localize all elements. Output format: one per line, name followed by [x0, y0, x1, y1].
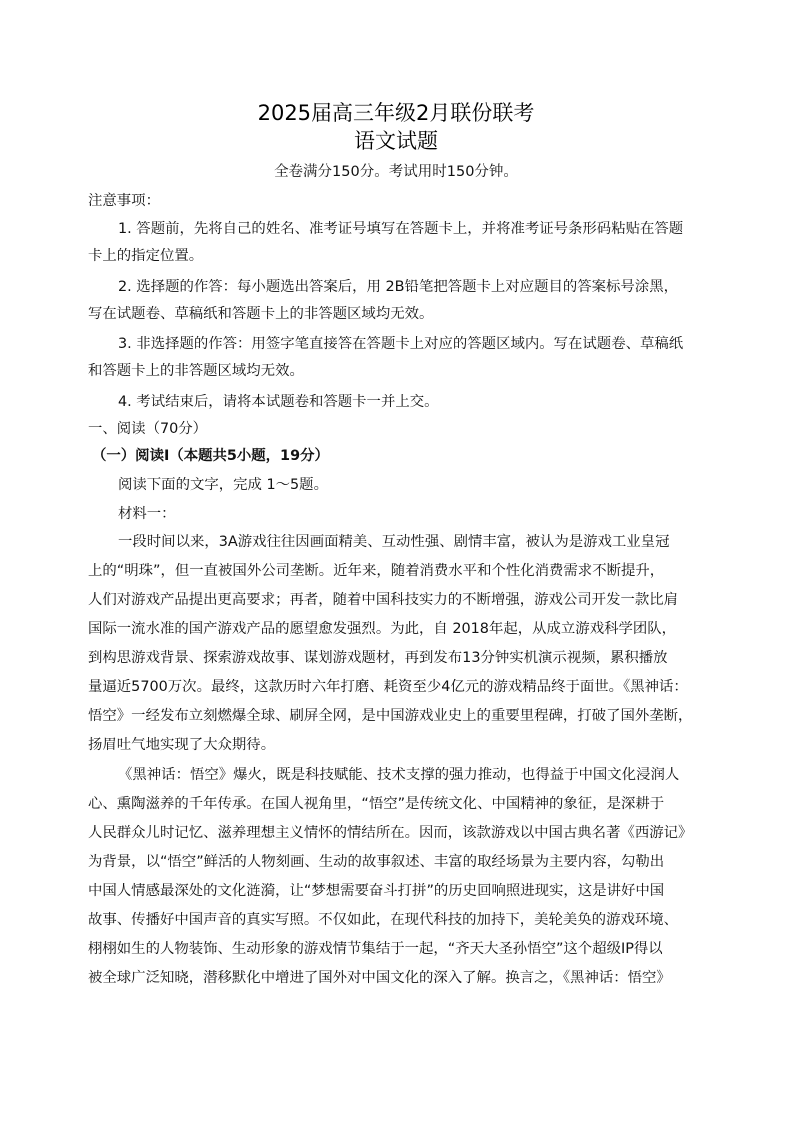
- paragraph-2-line: 《黑神话：悟空》爆火，既是科技赋能、技术支撑的强力推动，也得益于中国文化浸润人: [118, 767, 680, 783]
- subsection-heading: （一）阅读Ⅰ（本题共5小题，19分）: [92, 448, 329, 464]
- note-2-line-1: 2. 选择题的作答：每小题选出答案后，用 2B铅笔把答题卡上对应题目的答案标号涂黑，: [118, 279, 678, 295]
- paragraph-1-line: 上的“明珠”，但一直被国外公司垄断。近年来，随着消费水平和个性化消费需求不断提升，: [88, 563, 665, 579]
- paragraph-2-line: 被全球广泛知晓，潜移默化中增进了国外对中国文化的深入了解。换言之，《黑神话：悟空》: [88, 970, 671, 986]
- paragraph-2-line: 故事、传播好中国声音的真实写照。不仅如此，在现代科技的加持下，美轮美奂的游戏环境、: [88, 912, 679, 928]
- paragraph-2-line: 人民群众儿时记忆、滋养理想主义情怀的情结所在。因而，该款游戏以中国古典名著《西游记》: [88, 825, 693, 841]
- paragraph-2-line: 为背景，以“悟空”鲜活的人物刻画、生动的故事叙述、丰富的取经场景为主要内容，勾勒出: [88, 854, 665, 870]
- exam-info: 全卷满分150分。考试用时150分钟。: [274, 164, 518, 180]
- note-3-line-1: 3. 非选择题的作答：用签字笔直接答在答题卡上对应的答题区域内。写在试题卷、草稿纸: [118, 336, 684, 352]
- note-3-line-2: 和答题卡上的非答题区域均无效。: [88, 363, 304, 379]
- paragraph-1-line: 悟空》一经发布立刻燃爆全球、刷屏全网，是中国游戏业史上的重要里程碑，打破了国外垄断，: [88, 708, 693, 724]
- material-label: 材料一：: [118, 506, 176, 522]
- note-2-line-2: 写在试题卷、草稿纸和答题卡上的非答题区域均无效。: [88, 306, 434, 322]
- paragraph-2-line: 栩栩如生的人物装饰、生动形象的游戏情节集结于一起，“齐天大圣孙悟空”这个超级IP得以: [88, 941, 663, 957]
- paragraph-1-line: 扬眉吐气地实现了大众期待。: [88, 737, 276, 753]
- note-4: 4. 考试结束后，请将本试题卷和答题卡一并上交。: [118, 394, 439, 410]
- paragraph-1-line: 国际一流水准的国产游戏产品的愿望愈发强烈。为此，自 2018年起，从成立游戏科学团队，: [88, 621, 677, 637]
- paragraph-2-line: 心、熏陶滋养的千年传承。在国人视角里，“悟空”是传统文化、中国精神的象征，是深耕于: [88, 796, 665, 812]
- paragraph-1-line: 到构思游戏背景、探索游戏故事、谋划游戏题材，再到发布13分钟实机演示视频，累积播放: [88, 650, 668, 666]
- note-1-line-1: 1. 答题前，先将自己的姓名、准考证号填写在答题卡上，并将准考证号条形码粘贴在答题: [118, 221, 684, 237]
- paragraph-1-line: 量逼近5700万次。最终，这款历时六年打磨、耗资至少4亿元的游戏精品终于面世。《黑神话：: [88, 679, 688, 695]
- paragraph-1-line: 一段时间以来，3A游戏往往因画面精美、互动性强、剧情丰富，被认为是游戏工业皇冠: [118, 534, 670, 550]
- paragraph-1-line: 人们对游戏产品提出更高要求；再者，随着中国科技实力的不断增强，游戏公司开发一款比肩: [88, 592, 679, 608]
- paragraph-2-line: 中国人情感最深处的文化涟漪，让“梦想需要奋斗打拼”的历史回响照进现实，这是讲好中国: [88, 883, 665, 899]
- note-1-line-2: 卡上的指定位置。: [88, 248, 204, 264]
- exam-title: 2025届高三年级2月联份联考: [257, 101, 535, 125]
- notice-heading: 注意事项：: [88, 193, 160, 209]
- exam-subject-title: 语文试题: [354, 129, 438, 153]
- reading-instruction: 阅读下面的文字，完成 1～5题。: [118, 477, 328, 493]
- section-heading: 一、阅读（70分）: [88, 421, 208, 437]
